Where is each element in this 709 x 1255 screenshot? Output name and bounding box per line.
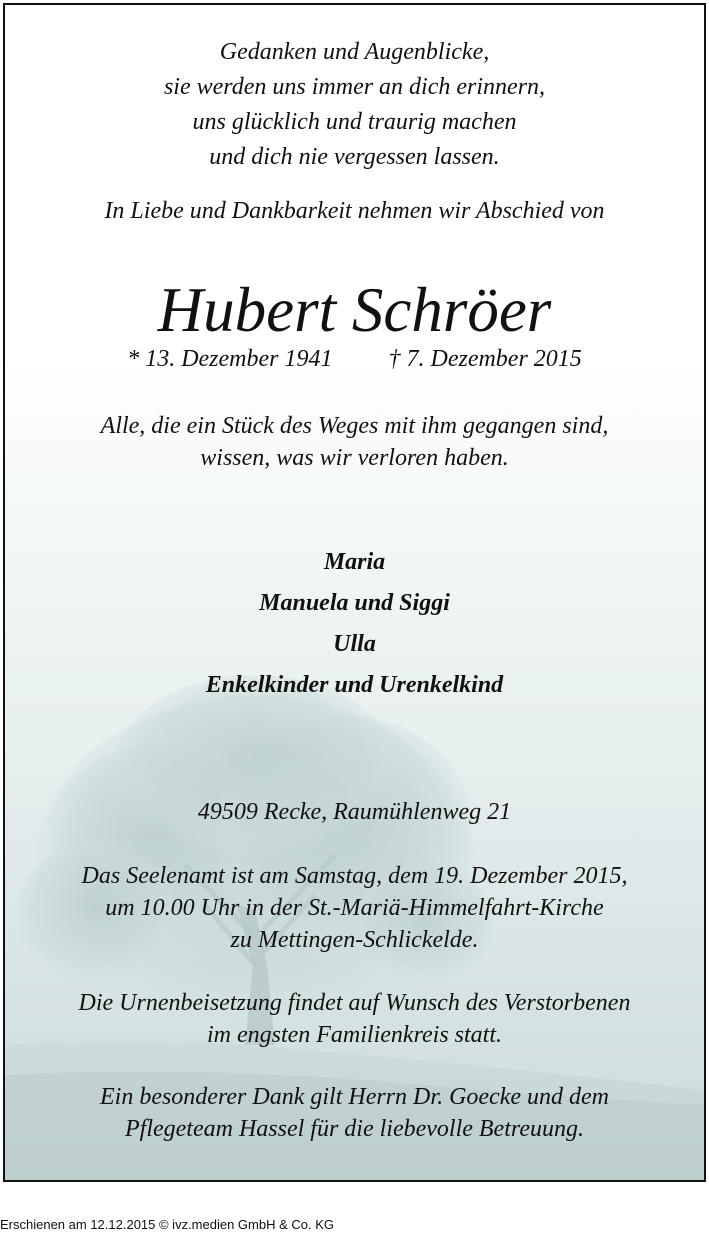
poem <box>5 35 704 175</box>
service-line: Das Seelenamt ist am Samstag, dem 19. Dezember 2015, <box>81 863 628 889</box>
poem-line: sie werden uns immer an dich erinnern, <box>163 74 546 100</box>
thanks-line: Ein besonderer Dank gilt Herrn Dr. Goecke und dem <box>99 1084 609 1110</box>
service-line: zu Mettingen-Schlickelde. <box>230 927 479 953</box>
burial-line: Die Urnenbeisetzung findet auf Wunsch des Verstorbenen <box>78 990 631 1016</box>
mourner-name: Maria <box>323 549 386 575</box>
birth-date: * 13. Dezember 1941 <box>127 346 333 372</box>
deceased-name: Hubert Schröer <box>157 275 552 345</box>
mourner-name: Ulla <box>333 631 376 657</box>
poem-line: und dich nie vergessen lassen. <box>209 144 500 170</box>
obituary-card <box>3 3 706 1182</box>
thanks-line: Pflegeteam Hassel für die liebevolle Betreuung. <box>125 1116 584 1142</box>
poem-line: Gedanken und Augenblicke, <box>219 39 490 65</box>
life-dates <box>5 346 704 373</box>
farewell-intro: In Liebe und Dankbarkeit nehmen wir Abschied von <box>104 198 605 224</box>
publication-footer: Erschienen am 12.12.2015 © ivz.medien GmbH & Co. KG <box>0 1217 335 1232</box>
mourners-list <box>5 542 704 706</box>
burial-notice <box>5 987 704 1051</box>
quote-line: Alle, die ein Stück des Weges mit ihm gegangen sind, <box>100 413 609 439</box>
mourner-name: Enkelkinder und Urenkelkind <box>205 672 504 698</box>
service-details <box>5 860 704 956</box>
thanks-note <box>5 1081 704 1145</box>
death-date: † 7. Dezember 2015 <box>388 346 582 372</box>
burial-line: im engsten Familienkreis statt. <box>206 1022 503 1048</box>
mourner-name: Manuela und Siggi <box>259 590 450 616</box>
quote <box>5 410 704 474</box>
family-address: 49509 Recke, Raumühlenweg 21 <box>197 799 512 825</box>
service-line: um 10.00 Uhr in der St.-Mariä-Himmelfahrt-Kirche <box>105 895 604 921</box>
poem-line: uns glücklich und traurig machen <box>192 109 517 135</box>
quote-line: wissen, was wir verloren haben. <box>200 445 509 471</box>
